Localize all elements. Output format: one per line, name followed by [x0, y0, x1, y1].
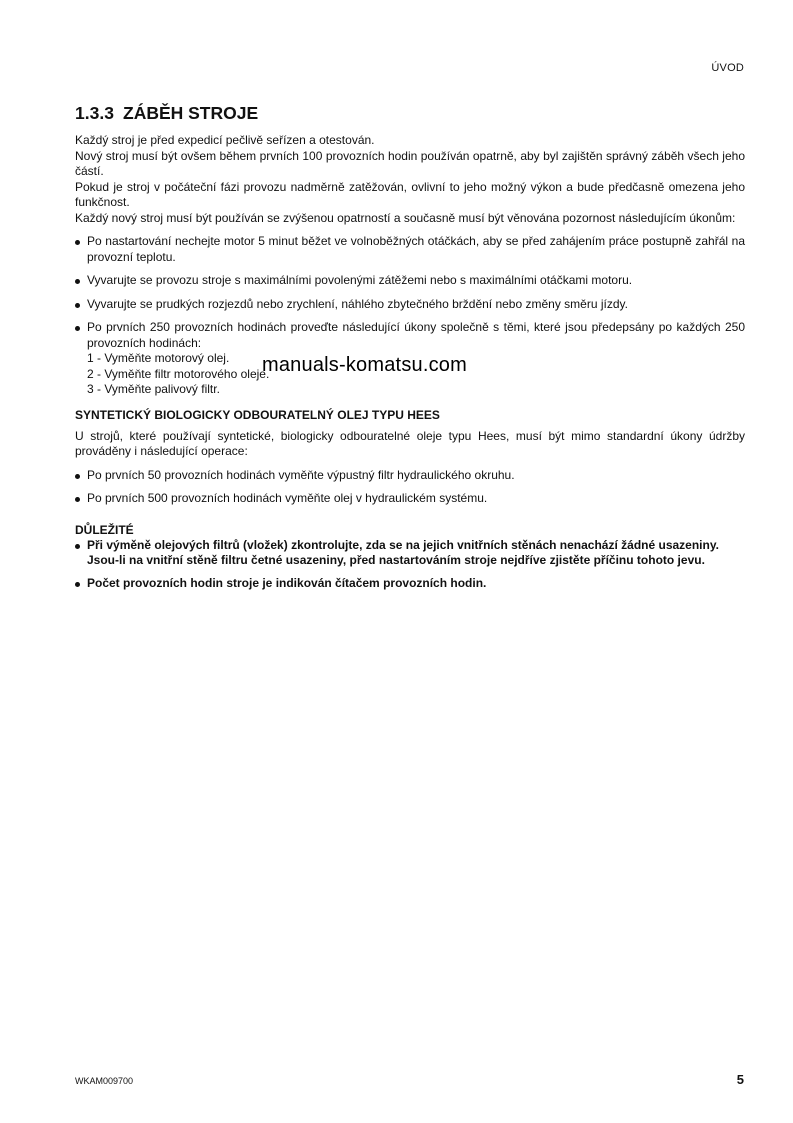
- list-item-text: Po nastartování nechejte motor 5 minut běžet ve volnoběžných otáčkách, aby se před zahájením práce postupně zahřál na provozní teplotu.: [87, 234, 745, 264]
- bullet-icon: [75, 474, 80, 479]
- intro-paragraph-4: Každý nový stroj musí být používán se zvýšenou opatrností a současně musí být věnována pozornost následujícím úkonům:: [75, 210, 736, 225]
- hees-heading: SYNTETICKÝ BIOLOGICKY ODBOURATELNÝ OLEJ TYPU HEES: [75, 407, 440, 422]
- important-text: Jsou-li na vnitřní stěně filtru četné usazeniny, před nastartováním stroje nejdříve zjistěte příčinu tohoto jevu.: [87, 553, 705, 567]
- bullet-icon: [75, 326, 80, 331]
- list-item-text: Po prvních 50 provozních hodinách vyměňte výpustný filtr hydraulického okruhu.: [87, 467, 515, 482]
- list-item-text: Po prvních 500 provozních hodinách vyměňte olej v hydraulickém systému.: [87, 491, 488, 505]
- bullet-icon: [75, 544, 80, 549]
- bullet-icon: [75, 279, 80, 284]
- list-item: [75, 468, 745, 484]
- sub-item: 3 - Vyměňte palivový filtr.: [87, 382, 220, 396]
- list-item: [75, 538, 745, 569]
- intro-paragraph-3: Pokud je stroj v počáteční fázi provozu nadměrně zatěžován, ovlivní to jeho možný výkon a bude předčasně omezena jeho funkčnost.: [75, 179, 745, 209]
- important-list: [75, 538, 745, 592]
- section-title-text: ZÁBĚH STROJE: [123, 103, 259, 123]
- list-item: [75, 491, 745, 507]
- list-item: [75, 297, 745, 313]
- list-item: [75, 576, 745, 592]
- sub-item: 1 - Vyměňte motorový olej.: [87, 351, 230, 365]
- important-text: Počet provozních hodin stroje je indikován čítačem provozních hodin.: [87, 575, 487, 590]
- list-item-text: Po prvních 250 provozních hodinách proveďte následující úkony společně s těmi, které jsou předepsány po každých 250 provozních hodinách:: [87, 320, 745, 350]
- bullet-icon: [75, 240, 80, 245]
- page-content: [75, 102, 745, 598]
- list-item-text: Vyvarujte se prudkých rozjezdů nebo zrychlení, náhlého zbytečného brždění nebo změny směru jízdy.: [87, 296, 628, 311]
- bullet-icon: [75, 303, 80, 308]
- important-heading: DŮLEŽITÉ: [75, 522, 134, 537]
- intro-paragraph-1: Každý stroj je před expedicí pečlivě seřízen a otestován.: [75, 133, 375, 147]
- list-item-text: Vyvarujte se provozu stroje s maximálními povolenými zátěžemi nebo s maximálními otáčkami motoru.: [87, 273, 633, 287]
- important-text: Při výměně olejových filtrů (vložek) zkontrolujte, zda se na jejich vnitřních stěnách nenachází žádné usazeniny.: [87, 537, 719, 552]
- intro-paragraph-2: Nový stroj musí být ovšem během prvních 100 provozních hodin používán opatrně, aby byl zajištěn správný záběh všech jeho částí.: [75, 148, 745, 178]
- list-item: [75, 273, 745, 289]
- watermark: manuals-komatsu.com: [262, 354, 467, 376]
- section-title: [75, 102, 745, 124]
- hees-list: [75, 468, 745, 507]
- page-number: 5: [736, 1072, 744, 1087]
- bullet-icon: [75, 497, 80, 502]
- list-item: [75, 234, 745, 265]
- footer-doc-code: WKAM009700: [75, 1076, 134, 1086]
- header-section-label: ÚVOD: [711, 62, 744, 74]
- bullet-icon: [75, 582, 80, 587]
- section-number: 1.3.3: [75, 103, 114, 123]
- sub-item: 2 - Vyměňte filtr motorového oleje.: [87, 366, 270, 381]
- hees-paragraph: U strojů, které používají syntetické, biologicky odbouratelné oleje typu Hees, musí být mimo standardní úkony údržby prováděny i následující operace:: [75, 428, 745, 458]
